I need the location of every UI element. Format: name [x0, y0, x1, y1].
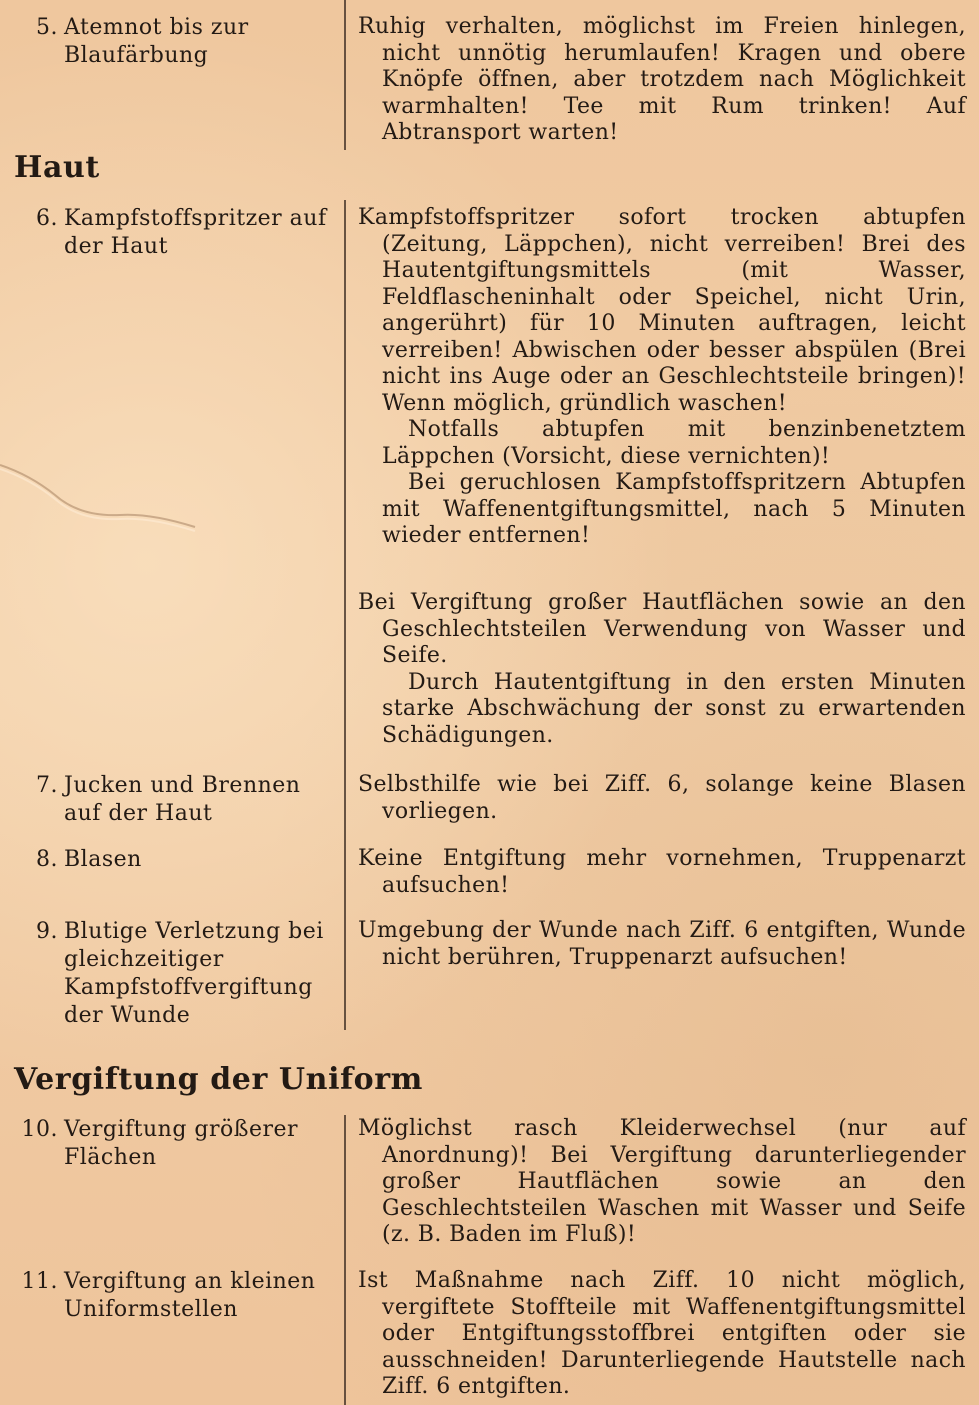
- section-heading-haut: Haut: [14, 150, 100, 185]
- help-cell: [358, 14, 966, 147]
- symptom-cell: [14, 846, 334, 874]
- symptom-text: Kampfstoffspritzer auf der Haut: [64, 206, 327, 259]
- help-paragraph: Möglichst rasch Kleiderwechsel (nur auf Anordnung)! Bei Vergiftung darunterliegender großer Hautflächen sowie an den Geschlechtsteilen Waschen mit Wasser und Seife (z. B. Baden im Fluß)!: [358, 1116, 966, 1247]
- item-number: 5.: [36, 15, 58, 40]
- help-paragraph: Bei Vergiftung großer Hautflächen sowie an den Geschlechtsteilen Verwendung von Wasser und Seife.: [358, 590, 966, 668]
- help-paragraph: Keine Entgiftung mehr vornehmen, Truppenarzt aufsuchen!: [358, 846, 966, 898]
- help-paragraph: Ist Maßnahme nach Ziff. 10 nicht möglich, vergiftete Stoffteile mit Waffenentgiftungsmittel oder Entgiftungsstoffbrei entgiften oder sie ausschneiden! Darunterliegende Hautstelle nach Ziff. 6 entgiften.: [358, 1268, 966, 1399]
- symptom-text: Blasen: [64, 847, 142, 872]
- section-heading-uniform: Vergiftung der Uniform: [14, 1062, 423, 1097]
- item-number: 11.: [21, 1269, 58, 1294]
- symptom-cell: [14, 918, 334, 1030]
- help-cell: [358, 846, 966, 899]
- item-number: 7.: [36, 773, 58, 798]
- help-paragraph: Umgebung der Wunde nach Ziff. 6 entgiften, Wunde nicht berühren, Truppenarzt aufsuchen!: [358, 918, 966, 970]
- help-paragraph: Selbsthilfe wie bei Ziff. 6, solange keine Blasen vorliegen.: [358, 772, 966, 824]
- symptom-cell: [14, 772, 334, 828]
- column-divider-uniform: [344, 1115, 346, 1405]
- help-cell: [358, 772, 966, 825]
- symptom-cell: [14, 1116, 334, 1172]
- help-cell: [358, 590, 966, 749]
- symptom-cell: [14, 14, 334, 70]
- symptom-text: Blutige Verletzung bei gleichzeitiger Kampfstoffvergiftung der Wunde: [64, 919, 324, 1028]
- symptom-text: Vergiftung an kleinen Uniformstellen: [64, 1269, 316, 1322]
- column-divider-top: [344, 0, 346, 150]
- help-paragraph: Notfalls abtupfen mit benzinbenetztem Läppchen (Vorsicht, diese vernichten)!: [382, 417, 966, 469]
- symptom-text: Vergiftung größerer Flächen: [64, 1117, 299, 1170]
- help-cell: [358, 1116, 966, 1249]
- paper-crease: [0, 455, 200, 535]
- help-cell: [358, 918, 966, 971]
- symptom-text: Atemnot bis zur Blaufärbung: [64, 15, 249, 68]
- help-paragraph: Bei geruchlosen Kampfstoffspritzern Abtupfen mit Waffenentgiftungsmittel, nach 5 Minuten wieder entfernen!: [382, 470, 966, 548]
- help-paragraph: Kampfstoffspritzer sofort trocken abtupfen (Zeitung, Läppchen), nicht verreiben! Brei des Hautentgiftungsmittels (mit Wasser, Feldflascheninhalt oder Speichel, nicht Urin, angerührt) für 10 Minuten auftragen, leicht verreiben! Abwischen oder besser abspülen (Brei nicht ins Auge oder an Geschlechtsteile bringen)! Wenn möglich, gründlich waschen!: [358, 205, 966, 416]
- help-cell: [358, 205, 966, 550]
- help-cell: [358, 1268, 966, 1401]
- help-paragraph: Durch Hautentgiftung in den ersten Minuten starke Abschwächung der sonst zu erwartenden Schädigungen.: [382, 669, 966, 748]
- item-number: 9.: [36, 919, 58, 944]
- help-paragraph: Ruhig verhalten, möglichst im Freien hinlegen, nicht unnötig herumlaufen! Kragen und obere Knöpfe öffnen, aber trotzdem nach Möglichkeit warmhalten! Tee mit Rum trinken! Auf Abtransport warten!: [358, 14, 966, 145]
- column-divider-haut: [344, 200, 346, 1030]
- symptom-cell: [14, 205, 334, 261]
- symptom-cell: [14, 1268, 334, 1324]
- item-number: 6.: [36, 206, 58, 231]
- item-number: 10.: [21, 1117, 58, 1142]
- item-number: 8.: [36, 847, 58, 872]
- symptom-text: Jucken und Brennen auf der Haut: [64, 773, 301, 826]
